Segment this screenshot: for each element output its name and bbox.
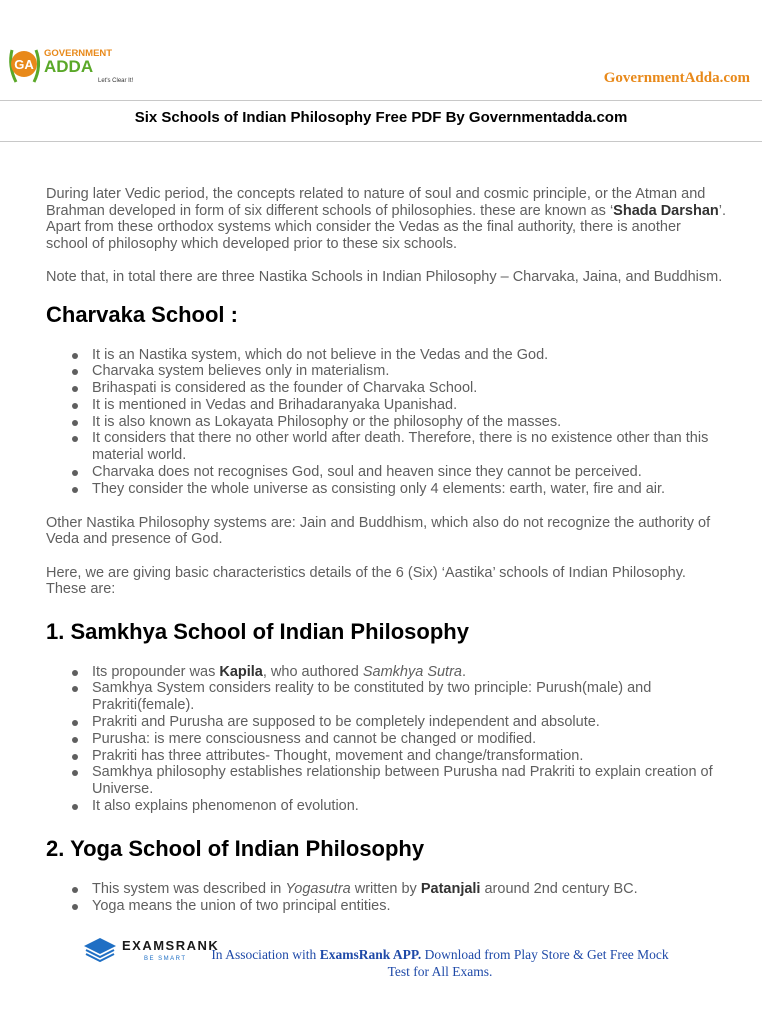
list-item: Samkhya philosophy establishes relationship between Purusha nad Prakriti to explain creation of Universe. (46, 764, 726, 798)
document-body (46, 186, 726, 931)
list-item: This system was described in Yogasutra written by Patanjali around 2nd century BC. (46, 881, 726, 898)
charvaka-heading: Charvaka School : (46, 301, 238, 327)
list-item: It is also known as Lokayata Philosophy or the philosophy of the masses. (46, 414, 726, 431)
list-item: Brihaspati is considered as the founder of Charvaka School. (46, 380, 726, 397)
charvaka-list (46, 347, 726, 498)
svg-text:Let's Clear It!: Let's Clear It! (98, 78, 134, 84)
list-item: Prakriti has three attributes- Thought, movement and change/transformation. (46, 748, 726, 765)
aastika-paragraph: Here, we are giving basic characteristics details of the 6 (Six) ‘Aastika’ schools of Indian Philosophy. These are: (46, 564, 686, 598)
svg-text:ADDA: ADDA (44, 57, 94, 76)
list-item: They consider the whole universe as consisting only 4 elements: earth, water, fire and air. (46, 481, 726, 498)
nastika-paragraph: Other Nastika Philosophy systems are: Jain and Buddhism, which also do not recognize the authority of Veda and presence of God. (46, 514, 711, 548)
governmentadda-logo (6, 42, 146, 90)
svg-text:BE SMART: BE SMART (144, 956, 187, 962)
title-divider (0, 141, 762, 142)
list-item: Charvaka does not recognises God, soul and heaven since they cannot be perceived. (46, 464, 726, 481)
intro-paragraph-2: Note that, in total there are three Nastika Schools in Indian Philosophy – Charvaka, Jaina, and Buddhism. (46, 269, 723, 285)
list-item: It also explains phenomenon of evolution. (46, 798, 726, 815)
header-divider (0, 100, 762, 101)
examsrank-logo (82, 932, 228, 964)
list-item: Its propounder was Kapila, who authored Samkhya Sutra. (46, 664, 726, 681)
samkhya-heading: 1. Samkhya School of Indian Philosophy (46, 618, 469, 644)
list-item: Charvaka system believes only in materialism. (46, 363, 726, 380)
list-item: Purusha: is mere consciousness and cannot be changed or modified. (46, 731, 726, 748)
intro-paragraph-1: During later Vedic period, the concepts related to nature of soul and cosmic principle, or the Atman and Brahman developed in form of six different schools of philosophies. these are known as ‘Shada Darshan’. Apart from these orthodox systems which consider the Vedas as the final authority, there is another school of philosophy which developed prior to these six schools. (46, 186, 726, 252)
footer-promo-text: In Association with ExamsRank APP. Download from Play Store & Get Free Mock Test for All Exams. (211, 947, 669, 979)
list-item: Yoga means the union of two principal entities. (46, 898, 726, 915)
document-title: Six Schools of Indian Philosophy Free PDF By Governmentadda.com (134, 109, 628, 126)
site-name: GovernmentAdda.com (603, 70, 750, 86)
yoga-list (46, 881, 726, 915)
page-header (0, 0, 762, 100)
svg-text:GOVERNMENT: GOVERNMENT (44, 48, 113, 59)
list-item: Samkhya System considers reality to be constituted by two principle: Purush(male) and Prakriti(female). (46, 680, 726, 714)
list-item: It considers that there no other world after death. Therefore, there is no existence other than this material world. (46, 430, 726, 464)
svg-text:EXAMSRANK: EXAMSRANK (122, 938, 220, 953)
svg-text:GA: GA (14, 57, 34, 72)
yoga-heading: 2. Yoga School of Indian Philosophy (46, 835, 425, 861)
list-item: It is mentioned in Vedas and Brihadaranyaka Upanishad. (46, 397, 726, 414)
list-item: It is an Nastika system, which do not believe in the Vedas and the God. (46, 347, 726, 364)
page-footer (0, 928, 762, 988)
samkhya-list (46, 664, 726, 815)
list-item: Prakriti and Purusha are supposed to be completely independent and absolute. (46, 714, 726, 731)
